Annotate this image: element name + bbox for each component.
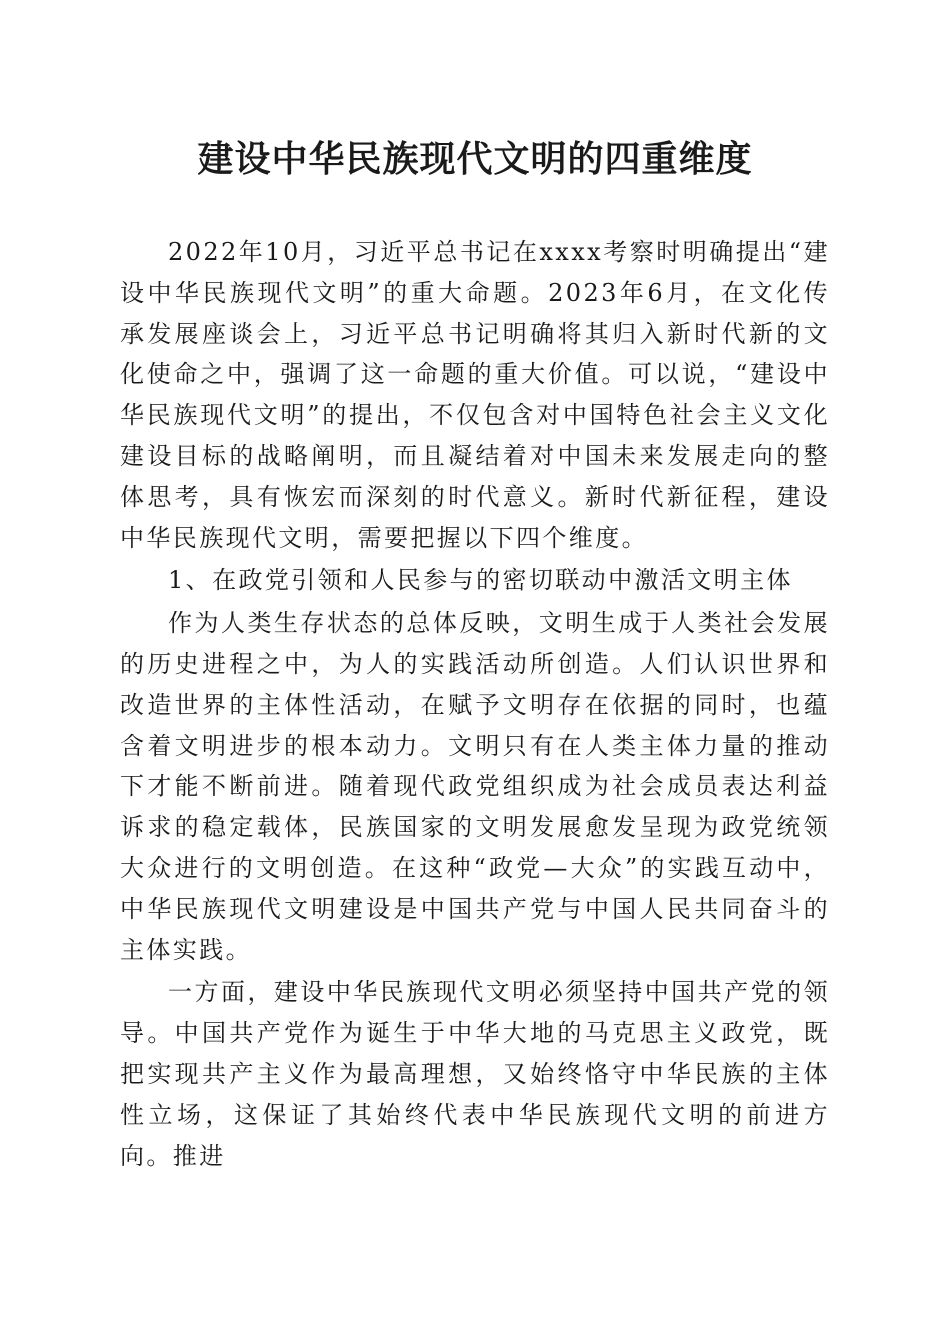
section-1-paragraph-2: 一方面，建设中华民族现代文明必须坚持中国共产党的领导。中国共产党作为诞生于中华大地的马克思主义政党，既把实现共产主义作为最高理想，又始终恪守中华民族的主体性立场，这保证了其始终代表中华民族现代文明的前进方向。推进 — [120, 978, 830, 1170]
document-body — [120, 232, 830, 1176]
section-heading-1: 1、在政党引领和人民参与的密切联动中激活文明主体 — [168, 566, 793, 595]
section-1-paragraph-1: 作为人类生存状态的总体反映，文明生成于人类社会发展的历史进程之中，为人的实践活动所创造。人们认识世界和改造世界的主体性活动，在赋予文明存在依据的同时，也蕴含着文明进步的根本动力。文明只有在人类主体力量的推动下才能不断前进。随着现代政党组织成为社会成员表达利益诉求的稳定载体，民族国家的文明发展愈发呈现为政党统领大众进行的文明创造。在这种“政党—大众”的实践互动中，中华民族现代文明建设是中国共产党与中国人民共同奋斗的主体实践。 — [120, 609, 830, 964]
document-title: 建设中华民族现代文明的四重维度 — [197, 138, 753, 180]
intro-paragraph: 2022年10月，习近平总书记在xxxx考察时明确提出“建设中华民族现代文明”的重大命题。2023年6月，在文化传承发展座谈会上，习近平总书记明确将其归入新时代新的文化使命之中，强调了这一命题的重大价值。可以说，“建设中华民族现代文明”的提出，不仅包含对中国特色社会主义文化建设目标的战略阐明，而且凝结着对中国未来发展走向的整体思考，具有恢宏而深刻的时代意义。新时代新征程，建设中华民族现代文明，需要把握以下四个维度。 — [120, 238, 830, 552]
